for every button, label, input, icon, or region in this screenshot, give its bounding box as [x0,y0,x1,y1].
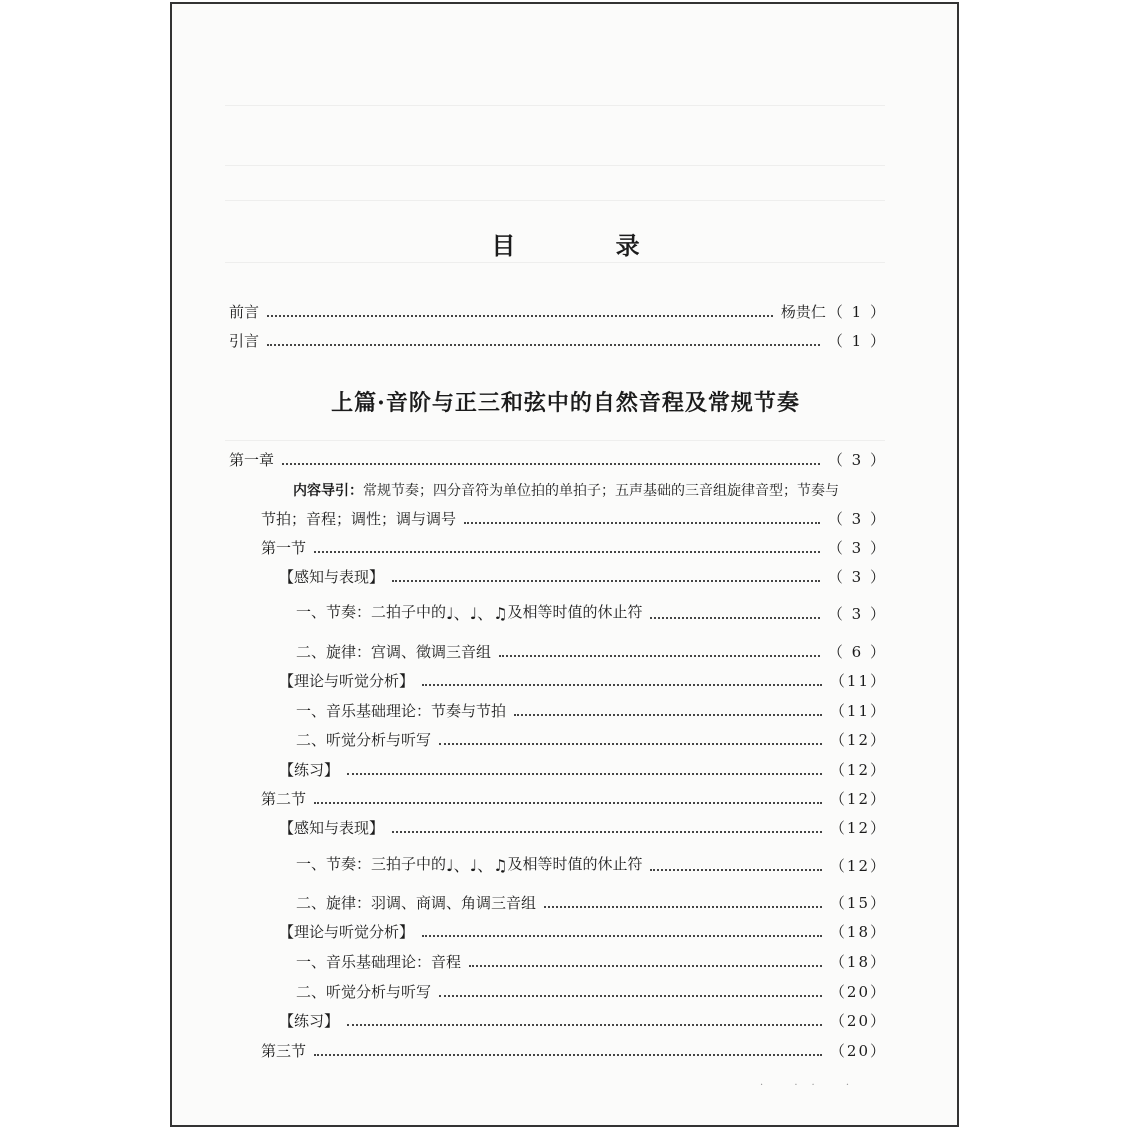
toc-page: （11） [829,702,887,720]
toc-label: 前言 [229,303,260,321]
toc-entry-melody-gong-zhi [296,640,887,662]
leader-dots [439,995,822,997]
leader-dots [267,315,773,317]
toc-label: 第一节 [261,539,307,557]
show-through-line [225,105,885,106]
toc-label: 【理论与听觉分析】 [279,672,415,690]
toc-page: （ 3 ） [827,605,887,623]
toc-page: （ 1 ） [827,303,887,321]
toc-label: 【练习】 [279,761,340,779]
toc-label-post: 及相等时值的休止符 [507,855,643,873]
toc-entry-rhythm-duple [296,602,887,624]
toc-page: （20） [829,1042,887,1060]
toc-page: （15） [829,894,887,912]
toc-label-post: 及相等时值的休止符 [507,603,643,621]
toc-entry-preface [229,300,887,322]
toc-page: （ 3 ） [827,451,887,469]
toc-label: 二、旋律：宫调、徵调三音组 [296,643,492,661]
leader-dots [282,463,820,465]
toc-label-pre: 一、节奏：二拍子中的 [296,603,447,621]
toc-label: 【理论与听觉分析】 [279,923,415,941]
toc-entry-aural-dictation [296,728,887,750]
toc-entry-section-3 [261,1039,887,1061]
toc-page: （11） [829,672,887,690]
toc-label: 【感知与表现】 [279,568,385,586]
toc-entry-chapter-1 [229,448,887,470]
leader-dots [422,684,822,686]
toc-label: 引言 [229,332,260,350]
toc-label: 一、音乐基础理论：音程 [296,953,462,971]
toc-entry-content-guide-cont [261,507,887,529]
leader-dots [464,522,820,524]
toc-page: （12） [829,857,887,875]
show-through-line [225,200,885,201]
toc-label [296,854,642,876]
leader-dots [392,580,820,582]
show-through-line [225,165,885,166]
leader-dots [314,1054,822,1056]
toc-label-pre: 一、节奏：三拍子中的 [296,855,447,873]
leader-dots [469,965,822,967]
toc-page: （ 6 ） [827,643,887,661]
toc-page: （18） [829,953,887,971]
toc-page: （ 1 ） [827,332,887,350]
toc-label: 第一章 [229,451,275,469]
toc-page: （12） [829,731,887,749]
toc-entry-exercises [279,758,887,780]
toc-label: 二、旋律：羽调、商调、角调三音组 [296,894,537,912]
show-through-line [225,440,885,441]
leader-dots [314,802,822,804]
toc-label [296,602,642,624]
toc-entry-rhythm-triple [296,854,887,876]
leader-dots [347,1024,822,1026]
leader-dots [314,551,820,553]
leader-dots [347,773,822,775]
toc-entry-theory-intervals [296,950,887,972]
part-title: 上篇·音阶与正三和弦中的自然音程及常规节奏 [331,390,800,416]
toc-entry-exercises [279,1009,887,1031]
note-symbols: ♩、♩、♫ [446,856,508,875]
toc-page: （12） [829,790,887,808]
toc-label: 第三节 [261,1042,307,1060]
toc-page: （ 3 ） [827,539,887,557]
toc-label: 【感知与表现】 [279,819,385,837]
content-guide-text: 常规节奏；四分音符为单位拍的单拍子；五声基础的三音组旋律音型；节奏与 [363,483,839,499]
leader-dots [439,743,822,745]
leader-dots [392,831,822,833]
toc-page: （ 3 ） [827,568,887,586]
content-guide-label: 内容导引： [293,483,363,499]
toc-label: 【练习】 [279,1012,340,1030]
toc-entry-section-2 [261,787,887,809]
toc-entry-theory-analysis [279,669,887,691]
toc-author: 杨贵仁 [780,303,826,321]
leader-dots [267,344,820,346]
toc-entry-perception [279,816,887,838]
toc-page: （20） [829,1012,887,1030]
scan-specks: · ·· · [760,1080,864,1091]
leader-dots [650,617,819,619]
toc-entry-aural-dictation [296,980,887,1002]
leader-dots [650,869,821,871]
toc-page: （18） [829,923,887,941]
toc-label: 第二节 [261,790,307,808]
leader-dots [544,906,822,908]
show-through-line [225,262,885,263]
toc-entry-introduction [229,329,887,351]
toc-page: （20） [829,983,887,1001]
toc-label: 节拍；音程；调性；调与调号 [261,510,457,528]
page-title: 目 录 [491,231,686,260]
toc-entry-theory-analysis [279,920,887,942]
leader-dots [514,714,822,716]
toc-entry-melody-yu-shang-jue [296,891,887,913]
leader-dots [499,655,820,657]
leader-dots [422,935,822,937]
note-symbols: ♩、♩、♫ [446,604,508,623]
toc-label: 二、听觉分析与听写 [296,731,432,749]
toc-label: 一、音乐基础理论：节奏与节拍 [296,702,507,720]
toc-page: （ 3 ） [827,510,887,528]
toc-entry-theory-rhythm-meter [296,699,887,721]
toc-page: （12） [829,819,887,837]
toc-entry-section-1 [261,536,887,558]
toc-entry-perception [279,565,887,587]
content-guide [293,480,839,500]
toc-label: 二、听觉分析与听写 [296,983,432,1001]
toc-page: （12） [829,761,887,779]
